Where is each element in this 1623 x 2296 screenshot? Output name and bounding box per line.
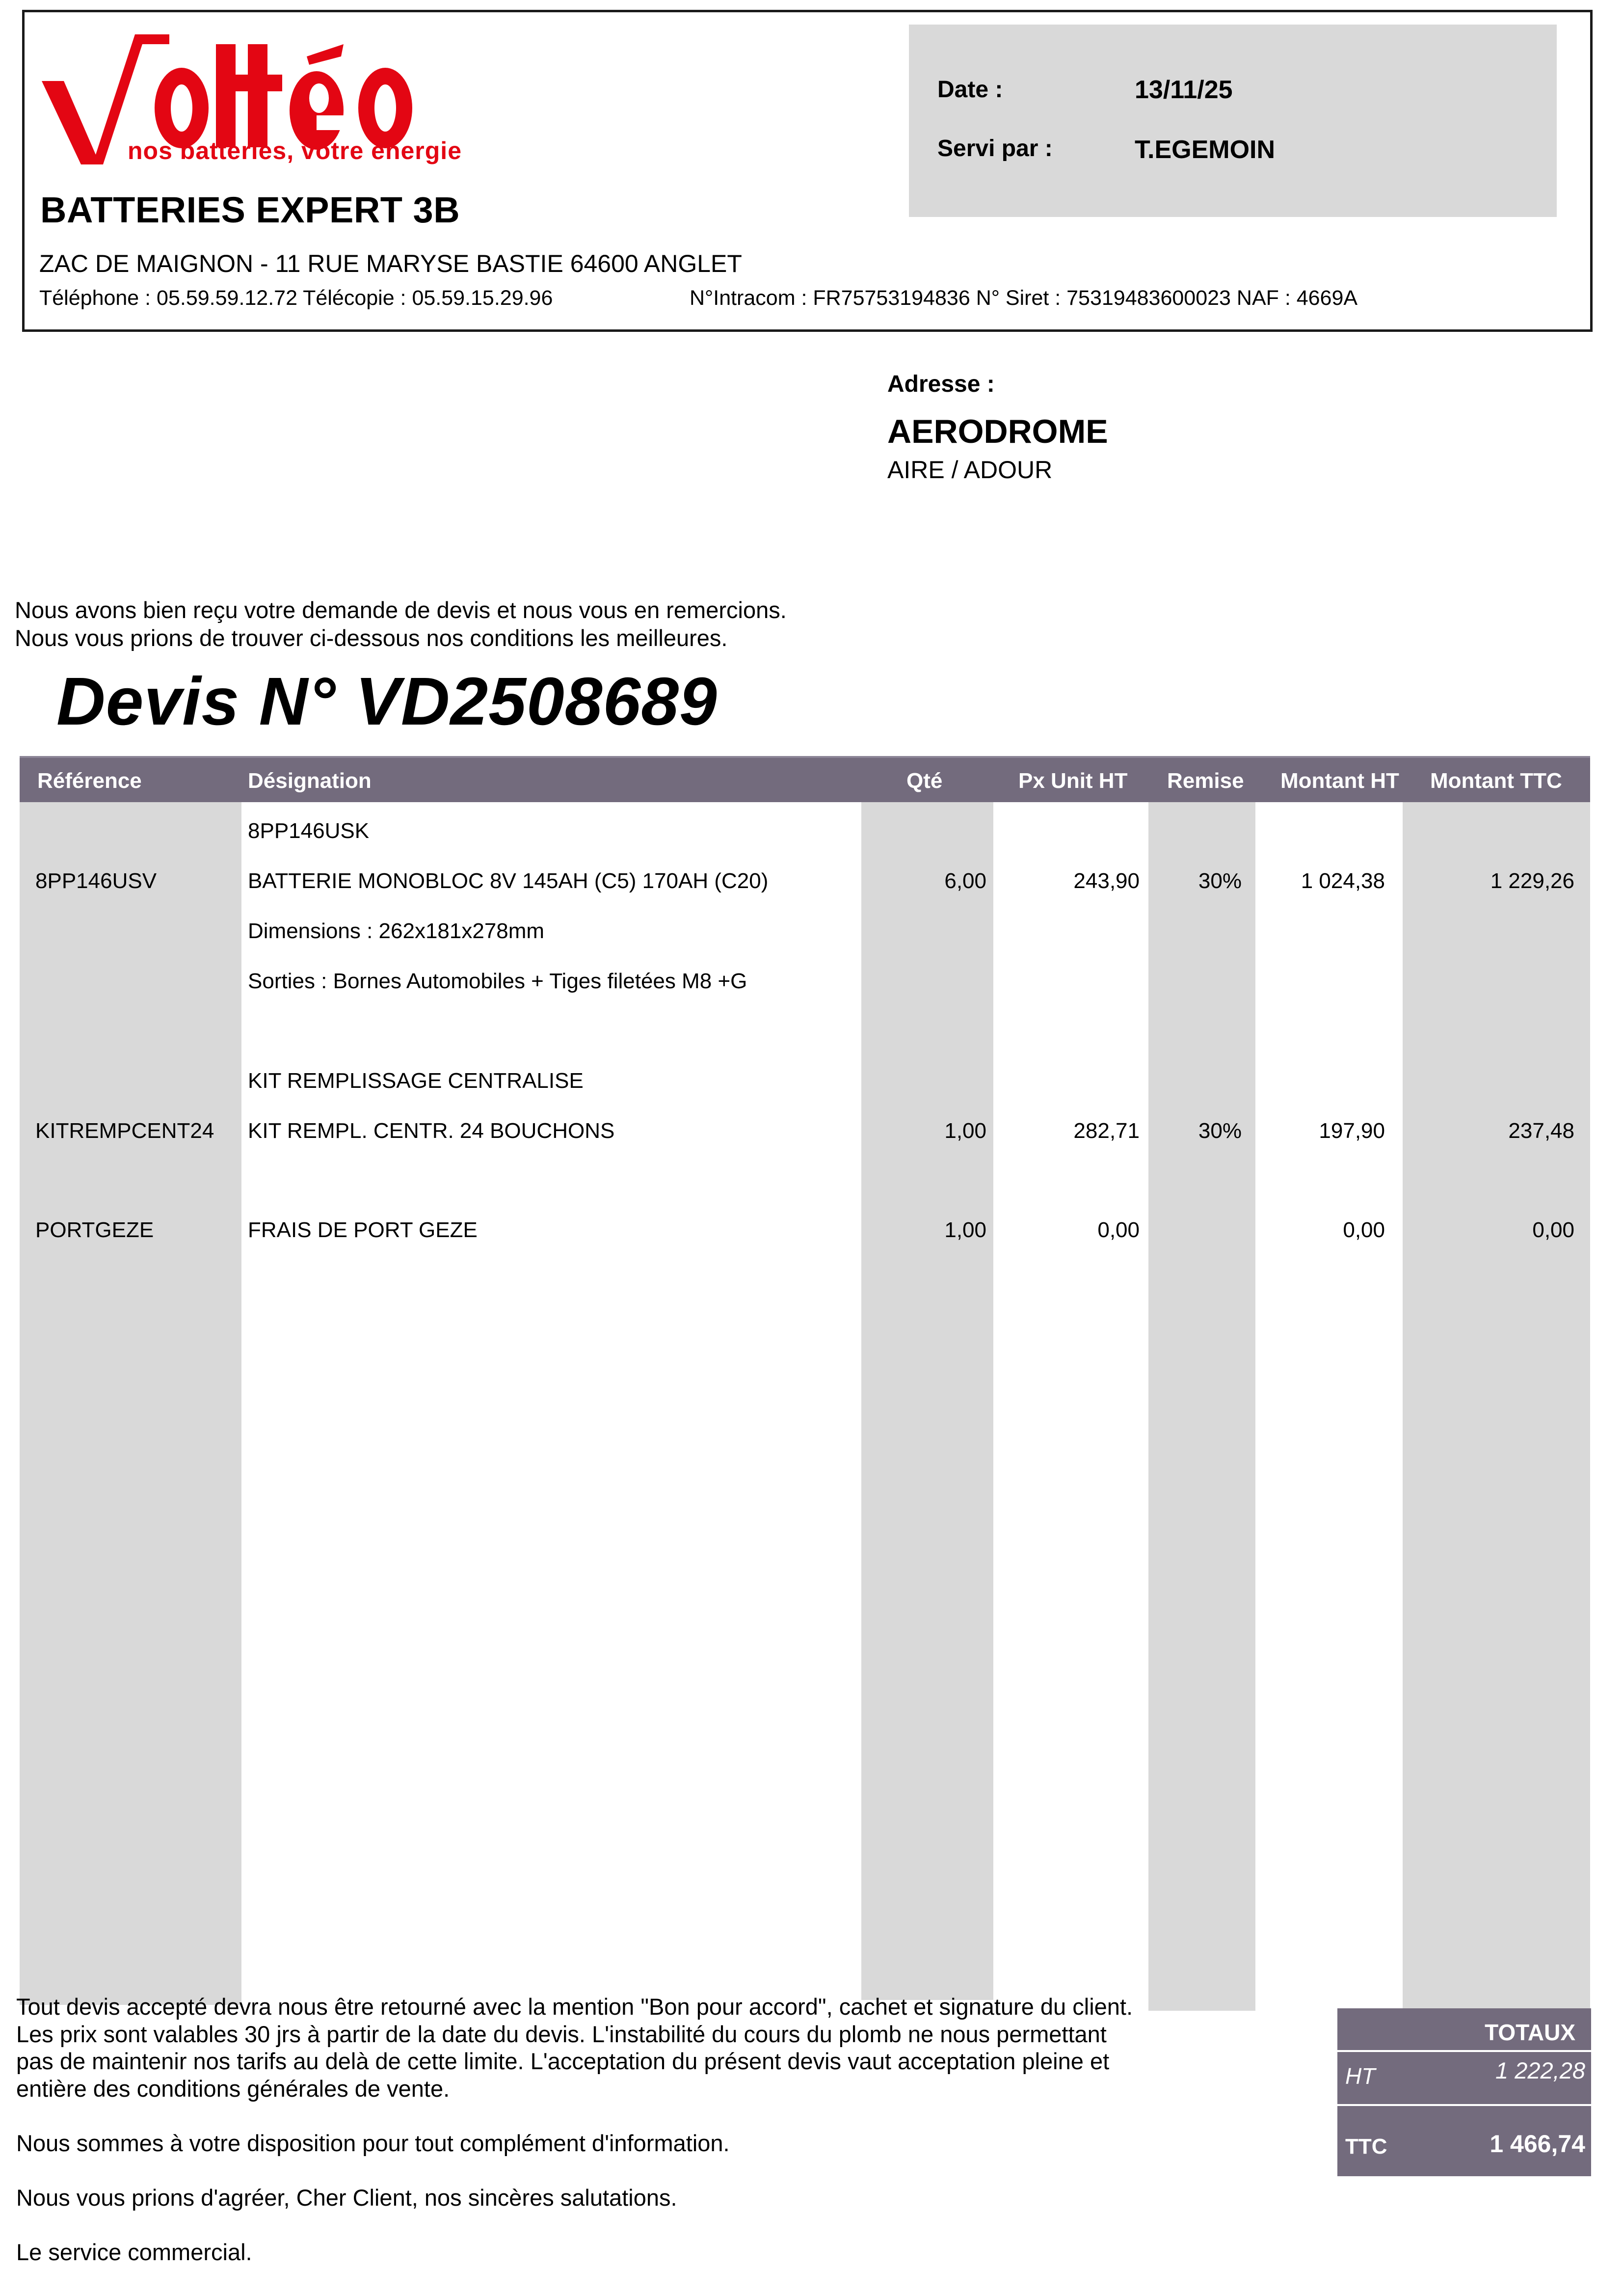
unit-price-cell: 282,71 (1073, 1119, 1140, 1143)
total-ttc-label: TTC (1345, 2134, 1387, 2159)
qty-cell: 6,00 (944, 869, 986, 893)
signature-text: Le service commercial. (16, 2239, 252, 2265)
discount-cell: 30% (1198, 869, 1242, 893)
intro-line-2: Nous vous prions de trouver ci-dessous nos conditions les meilleures. (15, 625, 728, 651)
unit-price-cell: 243,90 (1073, 869, 1140, 893)
quote-lines-table (20, 756, 1590, 2005)
discount-column-band (1148, 802, 1255, 2011)
amount-ht-cell: 197,90 (1319, 1119, 1385, 1143)
totals-box (1337, 2008, 1591, 2176)
total-ttc-row (1337, 2106, 1591, 2176)
company-address: ZAC DE MAIGNON - 11 RUE MARYSE BASTIE 64600 ANGLET (39, 250, 742, 277)
date-label: Date : (937, 77, 1003, 103)
reference-column-band (20, 802, 241, 2005)
reference-cell: PORTGEZE (35, 1218, 154, 1242)
address-name: AERODROME (887, 413, 1108, 450)
total-ht-value: 1 222,28 (1495, 2057, 1585, 2083)
amount-ttc-cell: 237,48 (1508, 1119, 1574, 1143)
designation-line: Dimensions : 262x181x278mm (248, 919, 545, 943)
reference-cell: KITREMPCENT24 (35, 1119, 214, 1143)
total-ht-row (1337, 2052, 1591, 2104)
unit-price-cell: 0,00 (1097, 1218, 1140, 1242)
header-designation: Désignation (248, 769, 372, 793)
totals-header (1337, 2008, 1591, 2050)
date-value: 13/11/25 (1135, 76, 1233, 104)
designation-line: KIT REMPLISSAGE CENTRALISE (248, 1069, 584, 1093)
quote-info-box (909, 25, 1557, 217)
conditions-line: pas de maintenir nos tarifs au delà de cette limite. L'acceptation du présent devis vaut acceptation pleine et (16, 2048, 1110, 2074)
amount-ttc-column-band (1403, 802, 1590, 2011)
amount-ht-cell: 0,00 (1343, 1218, 1385, 1242)
conditions-line: entière des conditions générales de vente. (16, 2076, 450, 2102)
designation-line: Sorties : Bornes Automobiles + Tiges filetées M8 +G (248, 969, 747, 993)
reference-cell: 8PP146USV (35, 869, 157, 893)
quote-title: Devis N° VD2508689 (56, 664, 718, 739)
total-ht-label: HT (1345, 2063, 1376, 2089)
header-discount: Remise (1167, 769, 1244, 793)
amount-ht-cell: 1 024,38 (1301, 869, 1385, 893)
conditions-line: Tout devis accepté devra nous être retourné avec la mention "Bon pour accord", cachet et signature du client. (16, 1994, 1133, 2020)
header-amount-ttc: Montant TTC (1430, 769, 1562, 793)
designation-line: BATTERIE MONOBLOC 8V 145AH (C5) 170AH (C20) (248, 869, 769, 893)
company-phone-fax: Téléphone : 05.59.59.12.72 Télécopie : 05.59.15.29.96 (39, 286, 553, 310)
address-label: Adresse : (887, 371, 995, 397)
totals-title: TOTAUX (1485, 2020, 1575, 2045)
qty-cell: 1,00 (944, 1218, 986, 1242)
header-qty: Qté (906, 769, 943, 793)
header-reference: Référence (37, 769, 142, 793)
amount-ttc-cell: 1 229,26 (1490, 869, 1574, 893)
availability-text: Nous sommes à votre disposition pour tout complément d'information. (16, 2130, 730, 2156)
amount-ttc-cell: 0,00 (1532, 1218, 1574, 1242)
served-by-value: T.EGEMOIN (1135, 135, 1276, 164)
designation-line: 8PP146USK (248, 819, 370, 843)
salutation-text: Nous vous prions d'agréer, Cher Client, nos sincères salutations. (16, 2185, 677, 2211)
discount-cell: 30% (1198, 1119, 1242, 1143)
header-unit-price: Px Unit HT (1018, 769, 1128, 793)
company-name: BATTERIES EXPERT 3B (40, 189, 460, 230)
table-header-row (20, 756, 1590, 802)
volteo-logo (42, 34, 483, 172)
served-by-label: Servi par : (937, 135, 1053, 162)
intro-line-1: Nous avons bien reçu votre demande de devis et nous vous en remercions. (15, 597, 787, 623)
total-ttc-value: 1 466,74 (1490, 2130, 1585, 2158)
logo-tagline: nos batteries, votre énergie (128, 137, 462, 164)
qty-cell: 1,00 (944, 1119, 986, 1143)
conditions-line: Les prix sont valables 30 jrs à partir de la date du devis. L'instabilité du cours du plomb ne nous permettant (16, 2021, 1107, 2047)
company-legal-ids: N°Intracom : FR75753194836 N° Siret : 75319483600023 NAF : 4669A (690, 286, 1358, 310)
qty-column-band (861, 802, 993, 2000)
designation-line: FRAIS DE PORT GEZE (248, 1218, 478, 1242)
header-amount-ht: Montant HT (1280, 769, 1399, 793)
designation-line: KIT REMPL. CENTR. 24 BOUCHONS (248, 1119, 615, 1143)
address-city: AIRE / ADOUR (887, 456, 1053, 484)
